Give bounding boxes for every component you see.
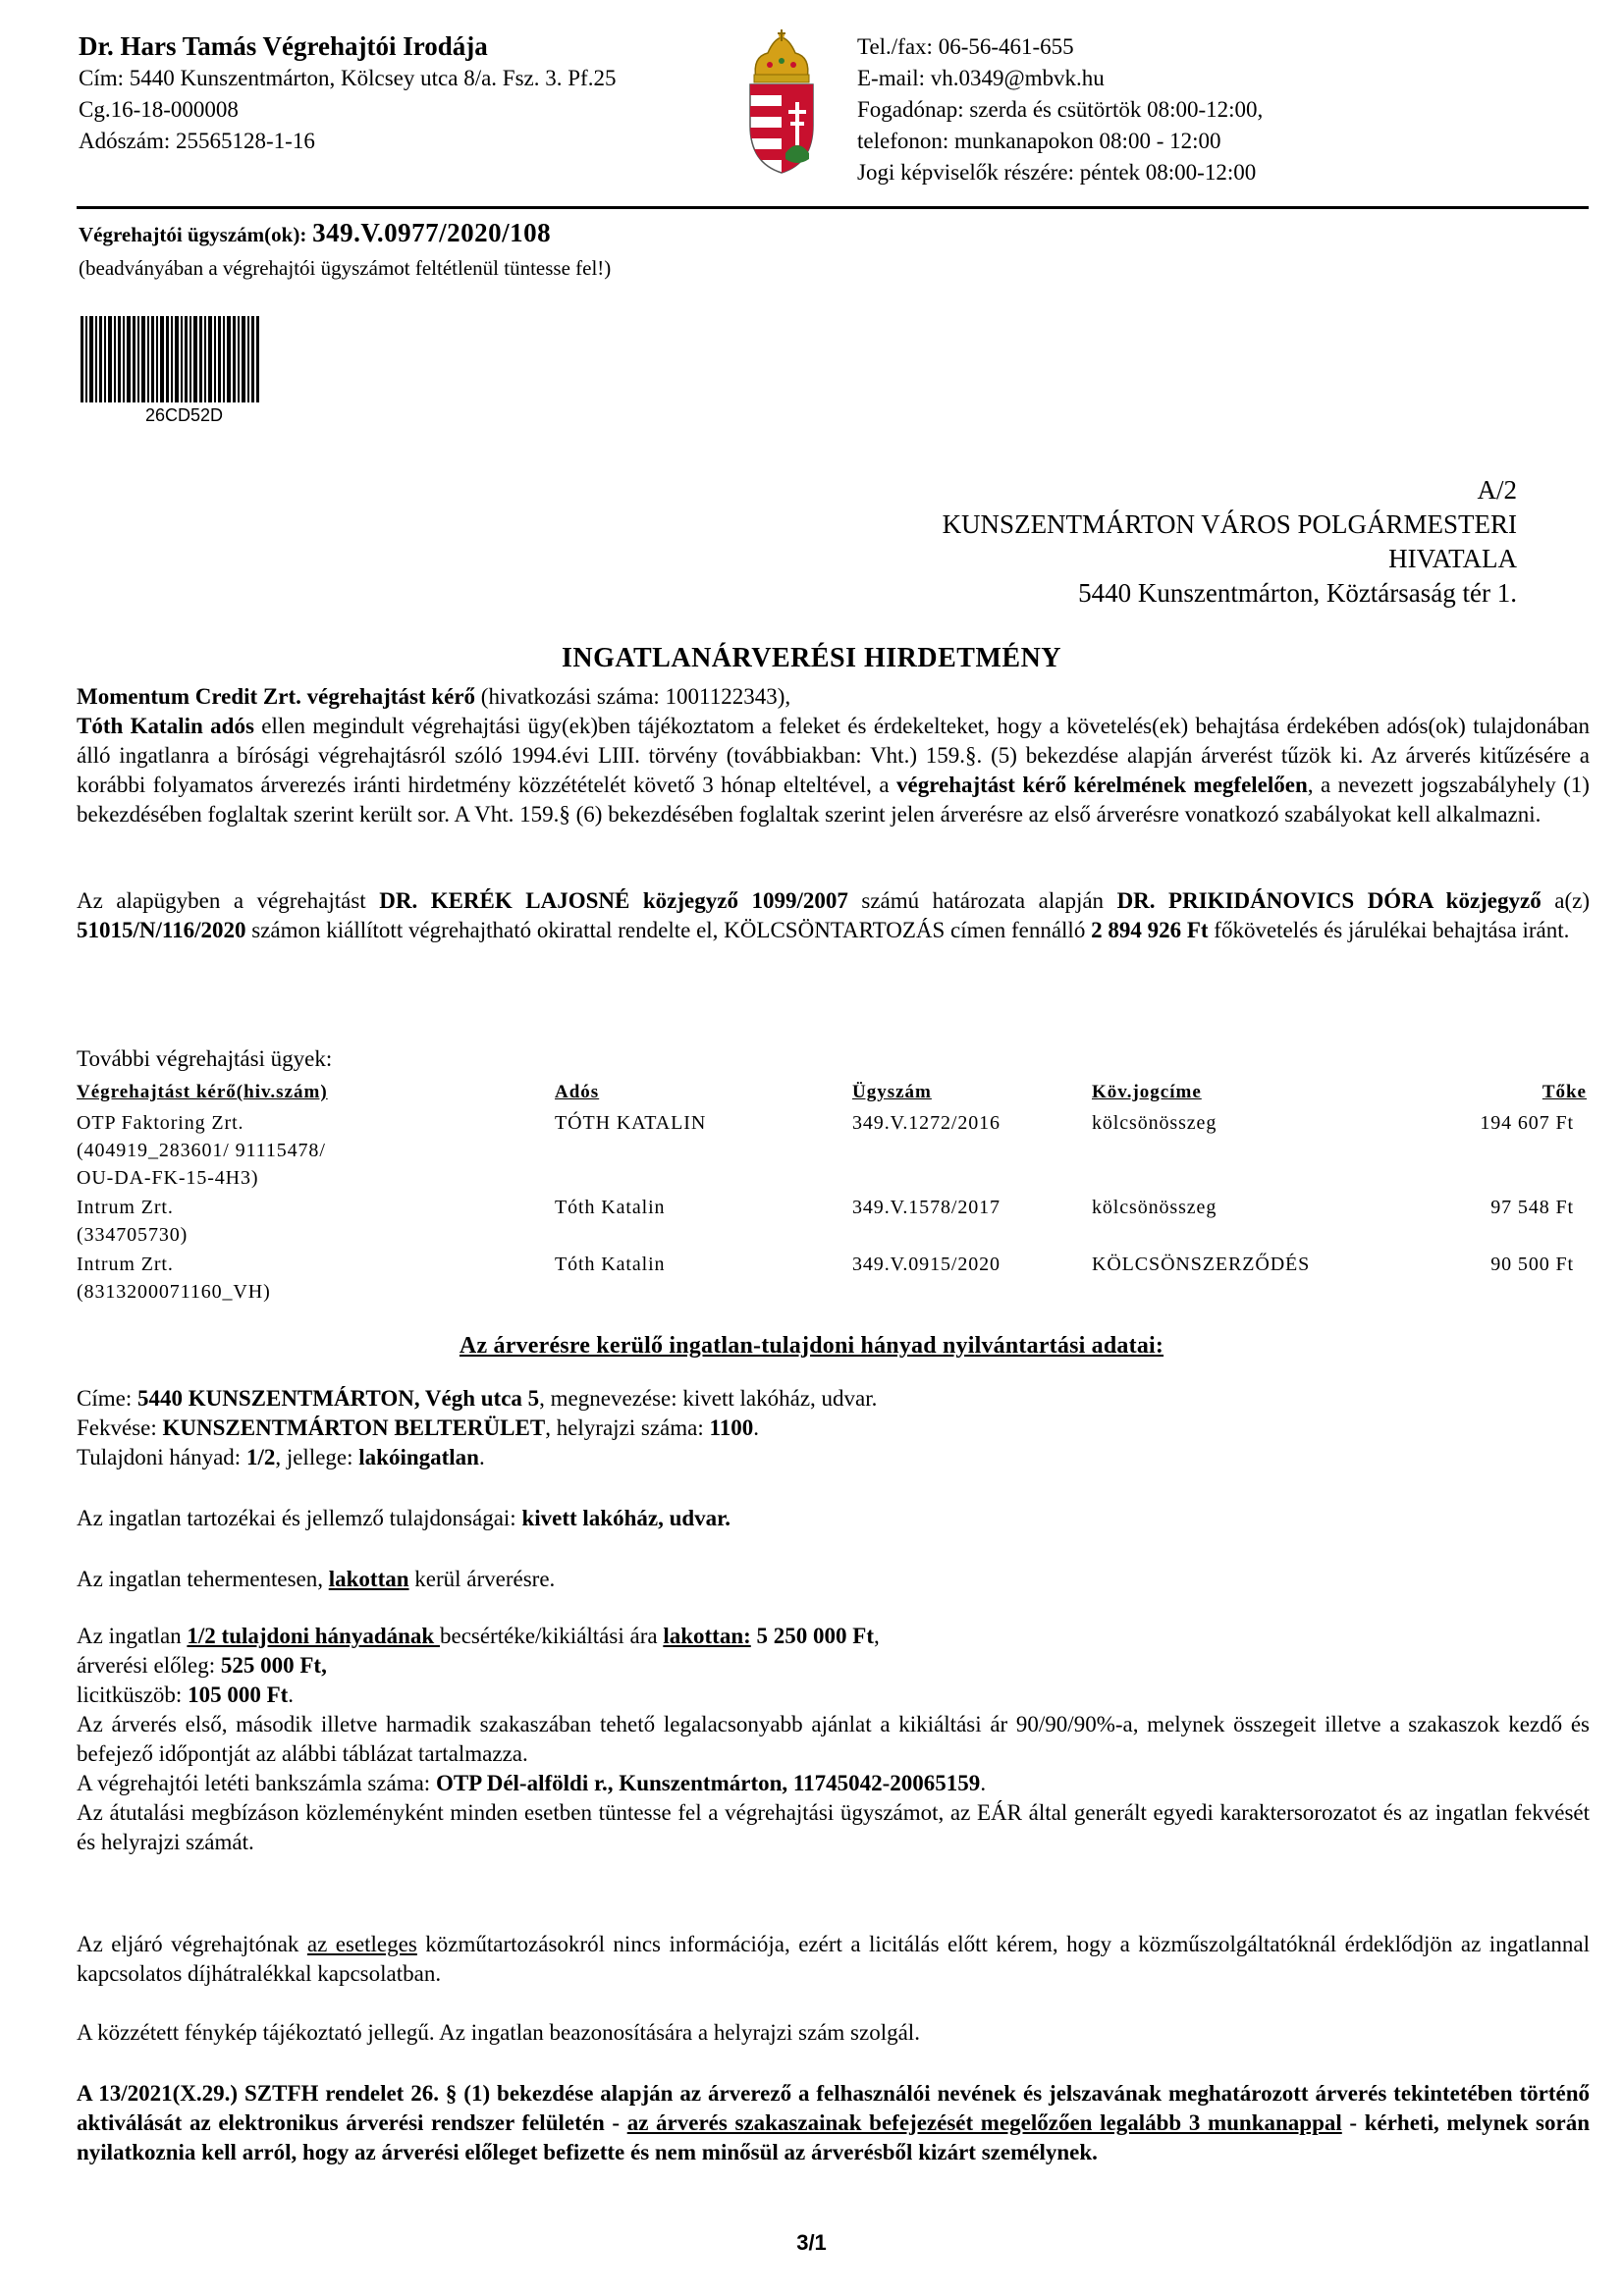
recipient-code: A/2 (1477, 475, 1517, 505)
bid-increment: 105 000 Ft (188, 1682, 289, 1707)
col-header-capital: Tőke (1542, 1082, 1587, 1102)
recipient-line2: HIVATALA (1388, 544, 1517, 573)
col-header-case: Ügyszám (852, 1082, 932, 1102)
enforcement-doc-no: 51015/N/116/2020 (77, 918, 246, 942)
table-cell-case: 349.V.0915/2020 (852, 1254, 1001, 1275)
debtor-name: Tóth Katalin adós (77, 714, 254, 738)
recipient-address (943, 473, 1517, 611)
office-header (79, 29, 746, 157)
case-number (79, 218, 551, 249)
property-accessories: Az ingatlan tartozékai és jellemző tulajdonságai: kivett lakóház, udvar. (77, 1506, 731, 1530)
office-hours: Fogadónap: szerda és csütörtök 08:00-12:00, (857, 97, 1264, 122)
recipient-line1: KUNSZENTMÁRTON VÁROS POLGÁRMESTERI (942, 509, 1517, 539)
contact-block (857, 31, 1564, 188)
main-claim-amount: 2 894 926 Ft (1091, 918, 1209, 942)
table-row: Intrum Zrt. (8313200071160_VH) (77, 1254, 271, 1303)
page-number: 3/1 (796, 2230, 827, 2255)
property-share: 1/2 (245, 1445, 276, 1469)
property-details: Címe: 5440 KUNSZENTMÁRTON, Végh utca 5, megnevezése: kivett lakóház, udvar. Fekvése: KUNSZENTMÁRTON BELTERÜLET, helyrajzi száma: 1100. Tulajdoni hányad: 1/2, jellege: lakóingatlan. (77, 1386, 878, 1469)
auction-deposit: 525 000 Ft, (220, 1653, 327, 1678)
table-row: Intrum Zrt. (334705730) (77, 1197, 189, 1246)
barcode-text: 26CD52D (145, 405, 224, 425)
table-cell-title: kölcsönösszeg (1092, 1197, 1217, 1218)
phone-hours: telefonon: munkanapokon 08:00 - 12:00 (857, 129, 1221, 153)
property-address: 5440 KUNSZENTMÁRTON, Végh utca 5 (136, 1386, 540, 1411)
table-cell-capital: 90 500 Ft (1490, 1254, 1574, 1275)
col-header-title: Köv.jogcíme (1092, 1082, 1202, 1102)
notary-2: DR. PRIKIDÁNOVICS DÓRA közjegyző (1116, 888, 1542, 913)
creditor-name: Momentum Credit Zrt. végrehajtást kérő (77, 684, 476, 709)
table-cell-capital: 97 548 Ft (1490, 1197, 1574, 1218)
table-cell-capital: 194 607 Ft (1480, 1112, 1574, 1134)
property-type: lakóingatlan (358, 1445, 479, 1469)
col-header-creditor: Végrehajtást kérő(hiv.szám) (77, 1082, 328, 1102)
further-cases-intro: További végrehajtási ügyek: (77, 1046, 333, 1071)
barcode-icon (81, 316, 259, 402)
auction-stages-text: Az árverés első, második illetve harmadik szakaszában tehető legalacsonyabb ajánlat a kikiáltási ár 90/90/90%-a, melynek összegeit illetve a szakaszok kezdő és befejező időpontját az alábbi táblázat tartalmazza. (77, 1712, 1590, 1766)
recipient-line3: 5440 Kunszentmárton, Köztársaság tér 1. (1078, 578, 1517, 608)
table-cell-case: 349.V.1272/2016 (852, 1112, 1001, 1134)
lawyer-hours: Jogi képviselők részére: péntek 08:00-12:00 (857, 160, 1257, 185)
contact-email: E-mail: vh.0349@mbvk.hu (857, 66, 1105, 90)
office-address: Cím: 5440 Kunszentmárton, Kölcsey utca 8/a. Fsz. 3. Pf.25 (79, 66, 617, 90)
intro-paragraph: Momentum Credit Zrt. végrehajtást kérő (hivatkozási száma: 1001122343), Tóth Katalin adós ellen megindult végrehajtási ügy(ek)ben tájékoztatom a feleket és érdekelteket, hogy a követelés(ek) behajtása érdekében adós(ok) tulajdonában álló ingatlanra a bírósági végrehajtásról szóló 1994.évi LIII. törvény (továbbiakban: Vht.) 159.§. (5) bekezdése alapján árverést tűzök ki. Az árverés kitűzésére a korábbi folyamatos árverezés iránti hirdetmény közzétételét követő 3 hónap elteltével, a végrehajtást kérő kérelmének megfelelően, a nevezett jogszabályhely (1) bekezdésében foglaltak szerint került sor. A Vht. 159.§ (6) bekezdésében foglaltak szerint jelen árverésre az első árverésre vonatkozó szabályokat kell alkalmazni. (77, 684, 1590, 827)
office-tax-no: Adószám: 25565128-1-16 (79, 129, 315, 153)
office-reg-no: Cg.16-18-000008 (79, 97, 239, 122)
basis-paragraph: Az alapügyben a végrehajtást DR. KERÉK LAJOSNÉ közjegyző 1099/2007 számú határozata alapján DR. PRIKIDÁNOVICS DÓRA közjegyző a(z) 51015/N/116/2020 számon kiállított végrehajtható okirattal rendelte el, KÖLCSÖNTARTOZÁS címen fennálló 2 894 926 Ft főkövetelés és járulékai behajtása iránt. (77, 888, 1590, 942)
property-status: Az ingatlan tehermentesen, lakottan kerül árverésre. (77, 1567, 556, 1591)
table-row: OTP Faktoring Zrt. (404919_283601/ 91115478/ OU-DA-FK-15-4H3) (77, 1112, 326, 1189)
header-divider (77, 206, 1589, 209)
utilities-paragraph: Az eljáró végrehajtónak az esetleges közműtartozásokról nincs információja, ezért a licitálás előtt kérem, hogy a közműszolgáltatóknál érdeklődjön az ingatlannal kapcsolatos díjhátralékkal kapcsolatban. (77, 1932, 1590, 1986)
table-cell-debtor: Tóth Katalin (555, 1254, 666, 1275)
property-lot-number: 1100 (709, 1415, 754, 1440)
case-number-value: 349.V.0977/2020/108 (312, 218, 552, 247)
table-cell-title: KÖLCSÖNSZERZŐDÉS (1092, 1254, 1311, 1275)
hungarian-coat-of-arms-icon (740, 27, 823, 175)
case-number-note: (beadványában a végrehajtói ügyszámot feltétlenül tüntesse fel!) (79, 256, 612, 280)
notary-1: DR. KERÉK LAJOSNÉ közjegyző 1099/2007 (379, 888, 848, 913)
table-cell-debtor: Tóth Katalin (555, 1197, 666, 1218)
contact-phone: Tel./fax: 06-56-461-655 (857, 34, 1074, 59)
table-cell-title: kölcsönösszeg (1092, 1112, 1217, 1134)
document-title: INGATLANÁRVERÉSI HIRDETMÉNY (561, 643, 1062, 673)
registration-notice: A 13/2021(X.29.) SZTFH rendelet 26. § (1) bekezdése alapján az árverező a felhasználói nevének és jelszavának meghatározott árverés tekintetében történő aktiválását az elektronikus árverési rendszer felületén - az árverés szakaszainak befejezését megelőzően legalább 3 munkanappal - kérheti, melynek során nyilatkoznia kell arról, hogy az árverési előleget befizette és nem minősül az árverésből kizárt személynek. (77, 2081, 1590, 2164)
case-number-label: Végrehajtói ügyszám(ok): (79, 223, 307, 246)
bank-account: OTP Dél-alföldi r., Kunszentmárton, 11745042-20065159 (435, 1771, 981, 1795)
transfer-instructions: Az átutalási megbízáson közleményként minden esetben tüntesse fel a végrehajtási ügyszámot, az EÁR által generált egyedi karaktersorozatot és az ingatlan fekvését és helyrajzi számát. (77, 1800, 1590, 1854)
table-cell-debtor: TÓTH KATALIN (555, 1112, 707, 1134)
property-section-title: Az árverésre kerülő ingatlan-tulajdoni hányad nyilvántartási adatai: (459, 1333, 1164, 1359)
property-location: KUNSZENTMÁRTON BELTERÜLET (162, 1415, 546, 1440)
table-cell-case: 349.V.1578/2017 (852, 1197, 1001, 1218)
pricing-block: Az ingatlan 1/2 tulajdoni hányadának becsértéke/kikiáltási ára lakottan: 5 250 000 Ft, árverési előleg: 525 000 Ft, licitküszöb: 105 000 Ft. Az árverés első, második illetve harmadik szakaszában tehető legalacsonyabb ajánlat a kikiáltási ár 90/90/90%-a, melynek összegeit illetve a szakaszok kezdő és befejező időpontját az alábbi táblázat tartalmazza. A végrehajtói letéti bankszámla száma: OTP Dél-alföldi r., Kunszentmárton, 11745042-20065159. Az átutalási megbízáson közleményként minden esetben tüntesse fel a végrehajtási ügyszámot, az EÁR által generált egyedi karaktersorozatot és az ingatlan fekvését és helyrajzi számát. (77, 1622, 1590, 1857)
col-header-debtor: Adós (555, 1082, 600, 1102)
photo-note: A közzétett fénykép tájékoztató jellegű. Az ingatlan beazonosítására a helyrajzi szám szolgál. (77, 2020, 920, 2045)
office-name: Dr. Hars Tamás Végrehajtói Irodája (79, 31, 488, 61)
starting-price: 5 250 000 Ft (750, 1624, 874, 1648)
